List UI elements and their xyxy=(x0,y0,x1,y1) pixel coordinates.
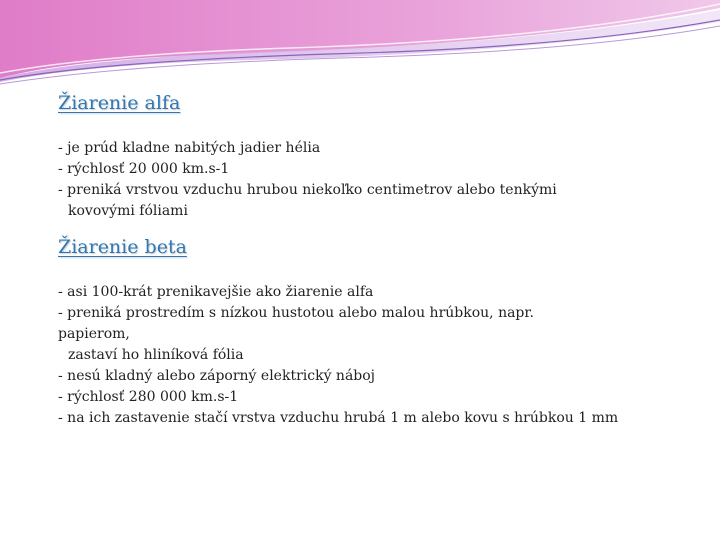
alpha-line: - preniká vrstvou vzduchu hrubou niekoľko centimetrov alebo tenkými xyxy=(58,182,557,198)
alpha-line: - je prúd kladne nabitých jadier hélia xyxy=(58,140,321,156)
alpha-line: kovovými fóliami xyxy=(68,203,188,219)
beta-line: - rýchlosť 280 000 km.s-1 xyxy=(58,389,239,405)
alpha-line: - rýchlosť 20 000 km.s-1 xyxy=(58,161,230,177)
beta-line: - nesú kladný alebo záporný elektrický náboj xyxy=(58,368,376,384)
decorative-banner xyxy=(0,0,720,90)
heading-alpha: Žiarenie alfa xyxy=(58,92,181,114)
section-alpha xyxy=(58,92,708,222)
heading-beta: Žiarenie beta xyxy=(58,236,187,258)
slide-content xyxy=(58,92,708,429)
beta-line: - preniká prostredím s nízkou hustotou alebo malou hrúbkou, napr. xyxy=(58,305,534,321)
beta-line: - asi 100-krát prenikavejšie ako žiarenie alfa xyxy=(58,284,374,300)
beta-line: zastaví ho hliníková fólia xyxy=(68,347,244,363)
section-beta xyxy=(58,236,708,429)
beta-line: - na ich zastavenie stačí vrstva vzduchu hrubá 1 m alebo kovu s hrúbkou 1 mm xyxy=(58,410,619,426)
beta-line: papierom, xyxy=(58,326,130,342)
